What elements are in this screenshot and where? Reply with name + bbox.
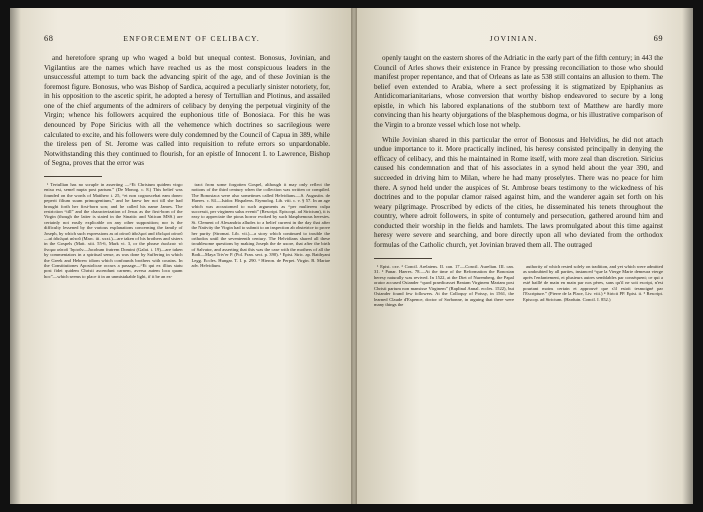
footnote-text: tract from some forgotten Gospel, although it may only reflect the notions of the third century when the collection was written or compiled. The Bonosiaca were also sometimes called Helvidians.—S. Augustin. de Haeres. c. 84.—Isidor. Hispalens. Etymolog. Lib. viii. c. v. § 57. In an age which was accustomed to such arguments as “per mulierem culpa successit, per virginem salus evenit” (Rescript. Episcopi. ad Siricium), it is easy to appreciate the pious horror evoked by such blasphemous heresies. St. Clement of Alexandria alludes to a belief current in the day that after the Nativity the Virgin had to submit to an inspection ab obstetrice to prove her purity (Stromat. Lib. vii.)—a story which continued to trouble the orthodox until the seventeenth century. The Helvidians shared all these troublesome questions by making Joseph the de uxore, that after the birth of Salvator, and asserting that this was the case with the mothers of all the Bodi—Maya Triv'er P. (Pol. Fran. sect. p. 390). ¹ Epist. Siric. ap. Batthyani Legg. Eccles. Hungar. T. I. p. 290. ¹ Hieron. de Perpet. Virgin. B. Mariae adv. Helvidium. [191, 181, 330, 269]
footnote-column-2 [192, 182, 331, 281]
footnote-text: ¹ Epist. cxv. ² Concil. Arelatens. II. can. 17.—Concil. Aurelian. III. can. 31. ³ Panar. Haeres. 78.—At the time of the Reformation the Bonosian heresy naturally was revived. In 1522, at the Diet of Nuremberg, the Papal orator accused Osiander “quod praedicasset Beatam Virginem Mariam post Christi partum non mansisse Virginem” (Raplinal Annal. eccles. 1522), but Osiander found few followers. At the Colloquy of Poissy, in 1561, the learned Claude d'Espence, doctor of Sorbonne, in arguing that there were many things the [374, 263, 514, 308]
footnote-column-1 [374, 264, 514, 310]
right-page-footnotes [374, 264, 663, 310]
left-page-header [44, 34, 330, 44]
right-body-paragraph-1: openly taught on the eastern shores of the Adriatic in the early part of the fifth century; in 443 the Council of Arles shows their existence in France by pressing reconciliation to those who should manifest proper repentance, and that of Orleans as late as 538 still contains an allusion to them. The belief even extended to Arabia, where a sect professing it is stigmatized by Epiphanius as Antidicomarianitarians, whose conversion that worthy bishop endeavored to secure by a long epistle, in which his labored explanations of the stubborn text of Matthew are hardly more convincing than his hearty objurgations of the blasphemous dogma, or his illustrative comparison of the Virgin to a bronze vessel which lose not whelp. [374, 54, 663, 130]
footnote-text: authority of which rested solely on tradition, and yet which were admitted as undoubted by all parties, instanced “que la Vierge Marie demeura vierge après l'enfantement, et plusieurs autres semblables par conséquent; ce qui a esté baillé de main en main par nos pères, sans qu'il ne soit escript, n'est pourtant moins certain et approuvé que s'il estoit tesmoigné par l'Escripture.” (Pierre de la Place, Liv. viii.) ⁴ Siricii PP. Epist. ii. ⁵ Rescript. Episcop. ad Siricium. (Harduin. Concil. I. 852.) [523, 263, 663, 302]
right-page-folio: 69 [653, 34, 663, 43]
left-page [10, 8, 352, 504]
right-page-body [374, 54, 663, 251]
left-page-body [44, 54, 330, 169]
right-body-paragraph-2: While Jovinian shared in this particular the error of Bonosus and Helvidius, he did not attach undue importance to it. More practically inclined, his heresy consisted principally in denying the efficacy of celibacy, and this he maintained in Rome itself, with more zeal than discretion. Siricius caused his condemnation and that of his associates in a synod held about the year 390, and succeeded in driving him to Milan, where he had many proselytes. There was no peace for him there. A synod held under the auspices of St. Ambrose bears testimony to the wickedness of his doctrines and to the popular clamor raised against him, and the wanderer again set forth on his weary pilgrimage. Proscribed by edicts of the cities, he disseminated his tenets throughout the country, where adroit followers, in spite of contumely and persecution, gathered around him and conducted their worship in the fields and hamlets. The laws promulgated about this time against heresy were severe and searching, and bore directly upon all who deviated from the orthodox formulas of the Catholic church, yet Jovinian braved them all. The outraged [374, 135, 663, 249]
right-page-shadow [682, 8, 693, 504]
open-book [10, 8, 693, 504]
footnote-text: ¹ Tertullian has no scruple in asserting —“Et Christum quidem virgo enixa est, semel nupta post partum.” (De Monog. c. 8.) This belief was founded on the words of Matthew i. 25, “et non cognoscebat eam donec peperit filium suum primogenitum,” and he knew her not till she had brought forth her first-born son; and he called his name James. The restriction “till” and the characterization of Jesus as the first-born of the Virgin (though the latter is stated in the Sinaitic and Vatican MSS.) are certainly not easily explicable on any other supposition; nor is the difficulty lessened by the various explanations concerning the family of Joseph, by which such expressions as αἱ αὐτοῦ ἀδελφοί and ἐδελφοί αὐτοῦ —αἱ ἀδελφαὶ αὐτοῦ (Marc. iii. xxxi.)—are taken of his brothers and sisters in the Gospels (Matt. xiii. 55-6, Mark vi. 3, or the phrase ἐκαλεσε τὸ ὄνομα αὐτοῦ Ἰησοῦν—Jacobum fratrem Domini (Galat. i. 19)—are taken by commentators in a spiritual sense, as was done by Suffering in which the Greek and Hebrew idiom which confounds brothers with cousins. In the Constitutiones Apostolicae occurs a passage—“Et qui ex illius statu post fidei quidem Christi ascendunt carnem, aversa autem loca quam hoc”—which seems to place it in an unmistakable light, if it be an ex- [44, 181, 183, 279]
right-page [352, 8, 693, 504]
footnote-rule [44, 176, 102, 177]
left-running-head: ENFORCEMENT OF CELIBACY. [123, 34, 261, 43]
right-running-head: JOVINIAN. [489, 34, 538, 43]
left-page-footnotes [44, 182, 330, 281]
right-page-header [374, 34, 663, 44]
left-page-folio: 68 [44, 34, 54, 43]
left-body-paragraph: and heretofore sprang up who waged a bold but unequal contest. Bonosus, Jovinian, and Vigilantius are the names which have reached us as the most conspicuous leaders in the unsuccessful attempt to turn back the advancing spirit of the age, and of these Jovinian is the foremost figure. Bonosus, who was Bishop of Sardica, acquired a peculiarly sinister notoriety, for, in his opposition to the ascetic spirit, he adopted a heresy of Tertullian and Plotinus, and assailed one of the chief arguments of the admirers of celibacy by denying the perpetual virginity of the Virgin; whence his followers acquired the euphonious title of Bonosiaca. For this he was denounced by Pope Siricius with all the vehemence which doctrines so sacrilegious were calculated to excite, and his followers were duly condemned by the Council of Capua in 389, while the tireless pen of St. Jerome was called into requisition to refute errors so unpardonable. Notwithstanding this they continued to flourish, for an epistle of Innocent I. to Lawrence, Bishop of Segna, proves that the error was [44, 54, 330, 168]
footnote-column-2 [523, 264, 663, 310]
footnote-column-1 [44, 182, 183, 281]
left-page-shadow [10, 8, 21, 504]
footnote-rule [374, 258, 432, 259]
